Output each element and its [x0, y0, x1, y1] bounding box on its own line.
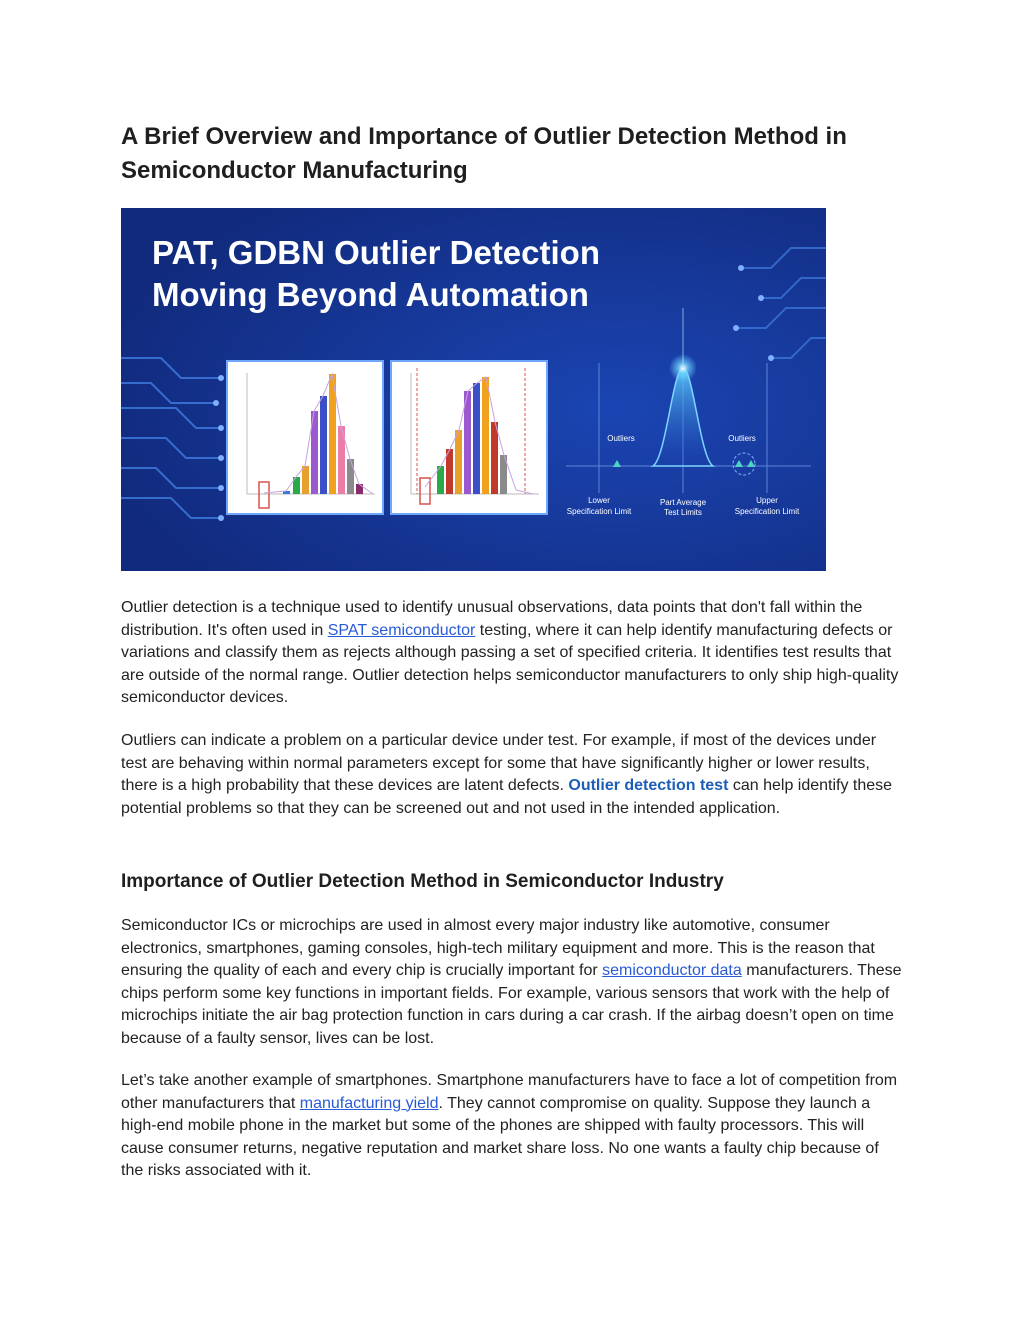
- upper-limit-label-1: Upper: [756, 496, 778, 505]
- semiconductor-data-link[interactable]: semiconductor data: [602, 962, 742, 979]
- hero-headline-line2: Moving Beyond Automation: [152, 276, 589, 313]
- upper-limit-label-2: Specification Limit: [734, 507, 800, 516]
- hero-illustration: [121, 208, 826, 571]
- paragraph-smartphones: Let’s take another example of smartphones. Smartphone manufacturers have to face a lot of competition from other manufacturers that manufacturing yield. They cannot compromise on quality. Suppose they launch a high-end mobile phone in the market but some of the phones are shipped with faulty processors. This will cause consumer returns, negative reputation and market share loss. No one wants a faulty chip because of the risks associated with it.: [121, 1072, 898, 1179]
- manufacturing-yield-link[interactable]: manufacturing yield: [299, 1094, 439, 1112]
- chart-card-left: [227, 361, 383, 514]
- right-outliers-label: Outliers: [728, 434, 756, 443]
- article-title: A Brief Overview and Importance of Outlier Detection Method in Semiconductor Manufacturing: [121, 123, 847, 184]
- part-average-label-2: Test Limits: [664, 508, 702, 517]
- lower-limit-label-1: Lower: [588, 496, 610, 505]
- left-outliers-label: Outliers: [607, 434, 635, 443]
- outlier-detection-test-link[interactable]: Outlier detection test: [568, 777, 729, 794]
- lower-limit-label-2: Specification Limit: [566, 507, 632, 516]
- hero-image: [121, 208, 826, 571]
- hero-headline-line1: PAT, GDBN Outlier Detection: [152, 234, 600, 271]
- part-average-label-1: Part Average: [659, 498, 707, 507]
- paragraph-intro: Outlier detection is a technique used to identify unusual observations, data points that don't fall within the distribution. It's often used in SPAT semiconductor testing, where it can help identify manufacturing defects or variations and classify them as rejects although passing a set of specified criteria. It identifies test results that are outside of the normal range. Outlier detection helps semiconductor manufacturers to only ship high-quality semiconductor devices.: [121, 599, 899, 706]
- section-heading-importance: Importance of Outlier Detection Method in Semiconductor Industry: [121, 871, 724, 892]
- paragraph-industry: Semiconductor ICs or microchips are used in almost every major industry like automotive, consumer electronics, smartphones, gaming consoles, high-tech military equipment and more. This is the reason that ensuring the quality of each and every chip is crucially important for semiconductor data manufacturers. These chips perform some key functions in important fields. For example, various sensors that work with the help of microchips initiate the air bag protection function in cars during a car crash. If the airbag doesn’t open on time because of a faulty sensor, lives can be lost.: [121, 917, 902, 1047]
- chart-card-right: [391, 361, 547, 514]
- spat-semiconductor-link[interactable]: SPAT semiconductor: [327, 621, 476, 639]
- paragraph-outliers: Outliers can indicate a problem on a particular device under test. For example, if most of the devices under test are behaving within normal parameters except for some that have significantly higher or lower results, there is a high probability that these devices are latent defects. Outlier detection test can help identify these potential problems so that they can be screened out and not used in the intended application.: [121, 732, 893, 817]
